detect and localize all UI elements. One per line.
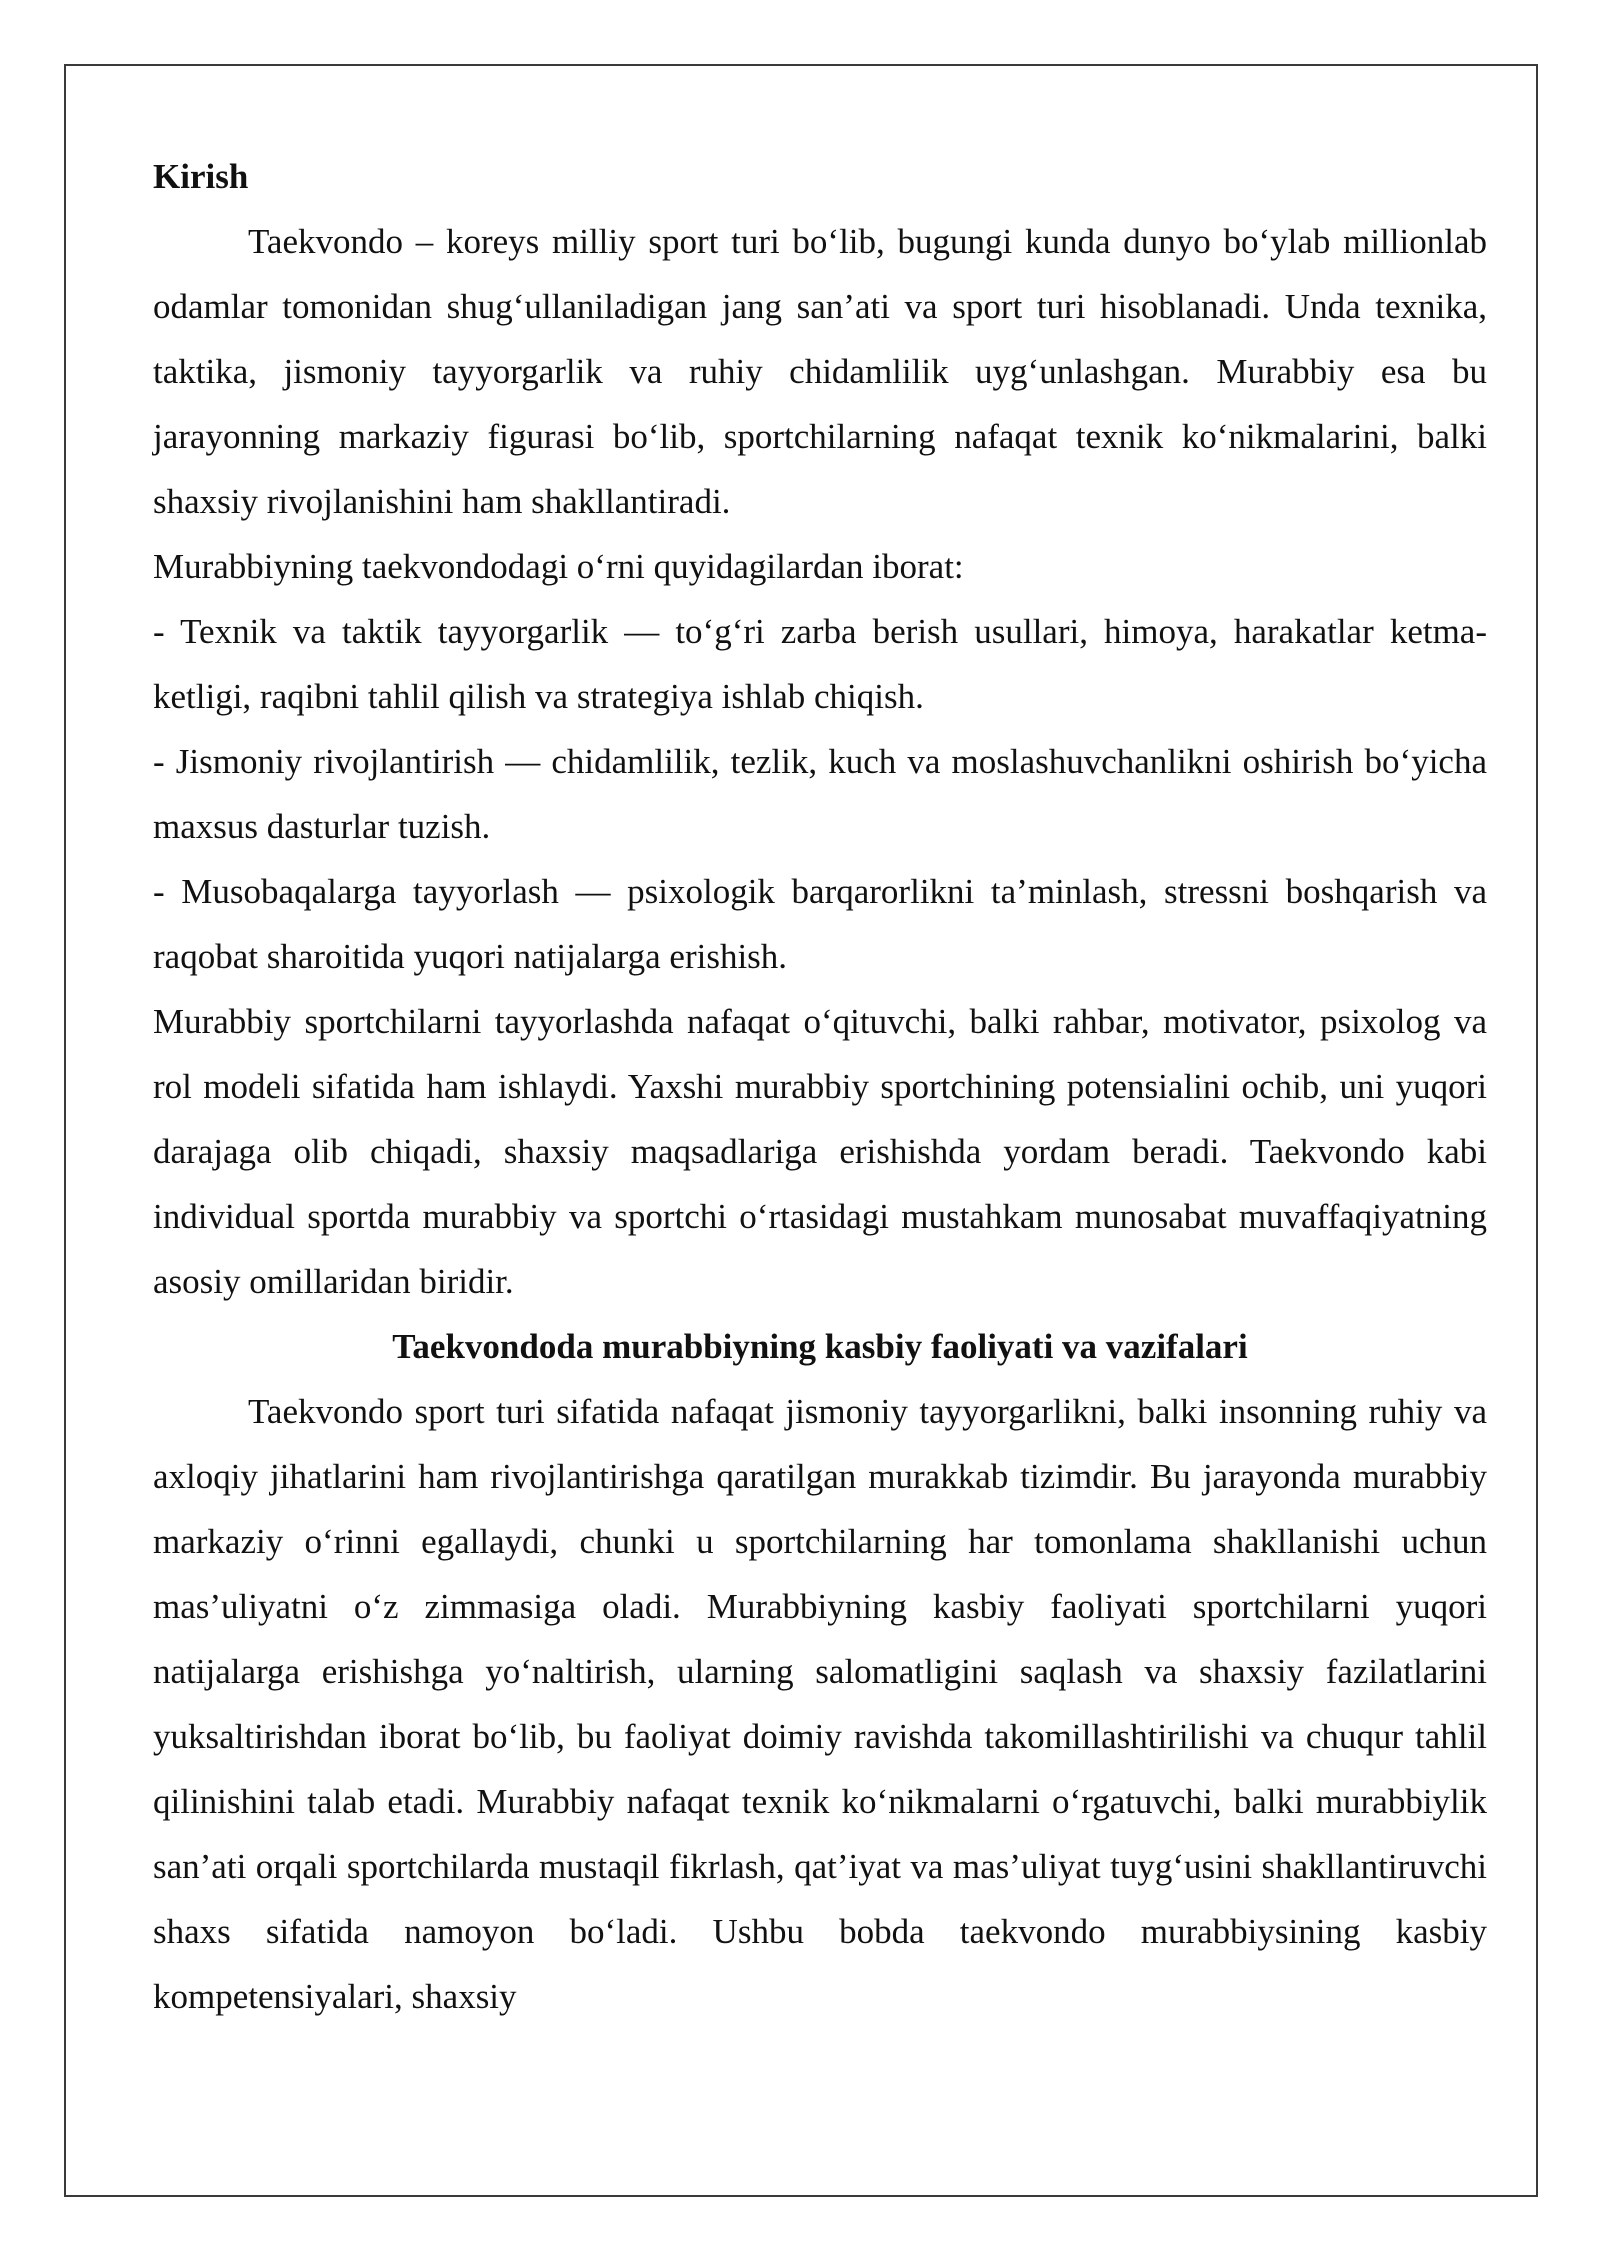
role-item: - Jismoniy rivojlantirish — chidamlilik, tezlik, kuch va moslashuvchanlikni oshirish bo‘yicha maxsus dasturlar tuzish.	[153, 742, 1487, 846]
document-body	[153, 144, 1487, 2029]
coach-paragraph: Murabbiy sportchilarni tayyorlashda nafaqat o‘qituvchi, balki rahbar, motivator, psixolog va rol modeli sifatida ham ishlaydi. Yaxshi murabbiy sportchining potensialini ochib, uni yuqori darajaga olib chiqadi, shaxsiy maqsadlariga erishishda yordam beradi. Taekvondo kabi individual sportda murabbiy va sportchi o‘rtasidagi mustahkam munosabat muvaffaqiyatning asosiy omillaridan biridir.	[153, 1002, 1487, 1301]
role-item: - Texnik va taktik tayyorgarlik — to‘g‘ri zarba berish usullari, himoya, harakatlar ketma-ketligi, raqibni tahlil qilish va strategiya ishlab chiqish.	[153, 612, 1487, 716]
role-item: - Musobaqalarga tayyorlash — psixologik barqarorlikni ta’minlash, stressni boshqarish va raqobat sharoitida yuqori natijalarga erishish.	[153, 872, 1487, 976]
roles-lead: Murabbiyning taekvondodagi o‘rni quyidagilardan iborat:	[153, 547, 964, 586]
intro-paragraph: Taekvondo – koreys milliy sport turi bo‘lib, bugungi kunda dunyo bo‘ylab millionlab odamlar tomonidan shug‘ullaniladigan jang san’ati va sport turi hisoblanadi. Unda texnika, taktika, jismoniy tayyorgarlik va ruhiy chidamlilik uyg‘unlashgan. Murabbiy esa bu jarayonning markaziy figurasi bo‘lib, sportchilarning nafaqat texnik ko‘nikmalarini, balki shaxsiy rivojlanishini ham shakllantiradi.	[153, 222, 1487, 521]
intro-heading: Kirish	[153, 157, 249, 196]
section-paragraph: Taekvondo sport turi sifatida nafaqat jismoniy tayyorgarlikni, balki insonning ruhiy va axloqiy jihatlarini ham rivojlantirishga qaratilgan murakkab tizimdir. Bu jarayonda murabbiy markaziy o‘rinni egallaydi, chunki u sportchilarning har tomonlama shakllanishi uchun mas’uliyatni o‘z zimmasiga oladi. Murabbiyning kasbiy faoliyati sportchilarni yuqori natijalarga erishishga yo‘naltirish, ularning salomatligini saqlash va shaxsiy fazilatlarini yuksaltirishdan iborat bo‘lib, bu faoliyat doimiy ravishda takomillashtirilishi va chuqur tahlil qilinishini talab etadi. Murabbiy nafaqat texnik ko‘nikmalarni o‘rgatuvchi, balki murabbiylik san’ati orqali sportchilarda mustaqil fikrlash, qat’iyat va mas’uliyat tuyg‘usini shakllantiruvchi shaxs sifatida namoyon bo‘ladi. Ushbu bobda taekvondo murabbiysining kasbiy kompetensiyalari, shaxsiy	[153, 1392, 1487, 2016]
section-heading: Taekvondoda murabbiyning kasbiy faoliyati va vazifalari	[392, 1327, 1248, 1366]
